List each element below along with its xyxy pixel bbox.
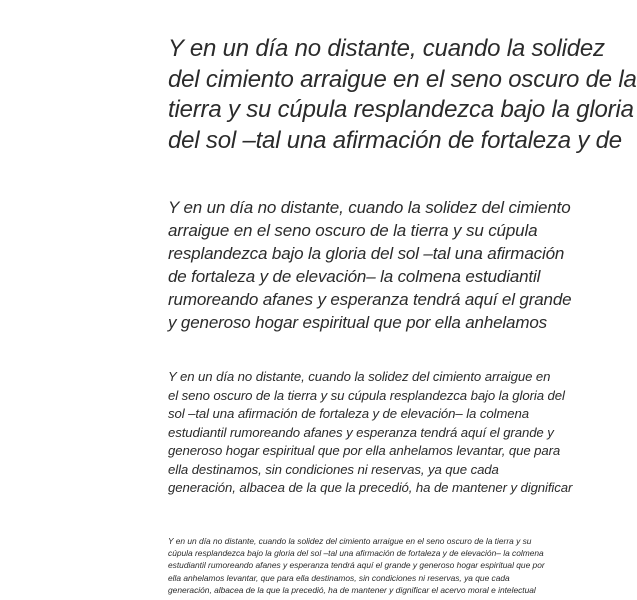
text-line: resplandezca bajo la gloria del sol –tal una afirmación [168,244,565,263]
text-line: ella destinamos, sin condiciones ni reservas, ya que cada [168,461,499,477]
text-line: generación, albacea de la que la precedió, ha de mantener y dignificar [168,480,573,495]
specimen-sample-small [168,368,573,500]
specimen-sample-large [168,34,637,159]
specimen-text-block [168,368,573,498]
text-line: el seno oscuro de la tierra y su cúpula resplandezca bajo la gloria del [168,387,565,403]
text-line: Y en un día no distante, cuando la solidez del cimiento arraigue en [168,369,551,384]
text-line: arraigue en el seno oscuro de la tierra y su cúpula [168,221,538,240]
specimen-sample-tiny [168,535,548,597]
text-line: de fortaleza y de elevación– la colmena estudiantil [168,267,541,286]
text-line: del cimiento arraigue en el seno oscuro de la [168,65,637,93]
specimen-text-block [168,196,572,334]
text-line: generación, albacea de la que la precedió, ha de mantener y dignificar el acervo moral e intelectual [168,584,536,595]
text-line: Y en un día no distante, cuando la solidez [168,35,605,62]
text-line: Y en un día no distante, cuando la solidez del cimiento arraigue en el seno oscuro de la tierra y su [168,536,532,546]
text-line: Y en un día no distante, cuando la solidez del cimiento [168,198,571,217]
text-line: ella anhelamos levantar, que para ella destinamos, sin condiciones ni reservas, ya que cada [168,572,510,583]
specimen-sample-medium [168,196,572,336]
text-line: cúpula resplandezca bajo la gloria del sol –tal una afirmación de fortaleza y de elevación– la colmena [168,548,544,559]
text-line: del sol –tal una afirmación de fortaleza y de [168,126,622,154]
specimen-text-block [168,34,637,156]
text-line: generoso hogar espiritual que por ella anhelamos levantar, que para [168,443,561,458]
text-line: sol –tal una afirmación de fortaleza y de elevación– la colmena [168,406,529,421]
text-line: tierra y su cúpula resplandezca bajo la gloria [168,96,634,123]
text-line: estudiantil rumoreando afanes y esperanza tendrá aquí el grande y generoso hogar espiritual que por [168,560,545,571]
text-line: estudiantil rumoreando afanes y esperanza tendrá aquí el grande y [168,424,554,440]
text-line: y generoso hogar espiritual que por ella anhelamos [168,313,548,332]
specimen-text-block [168,535,548,596]
text-line: rumoreando afanes y esperanza tendrá aquí el grande [168,290,572,309]
